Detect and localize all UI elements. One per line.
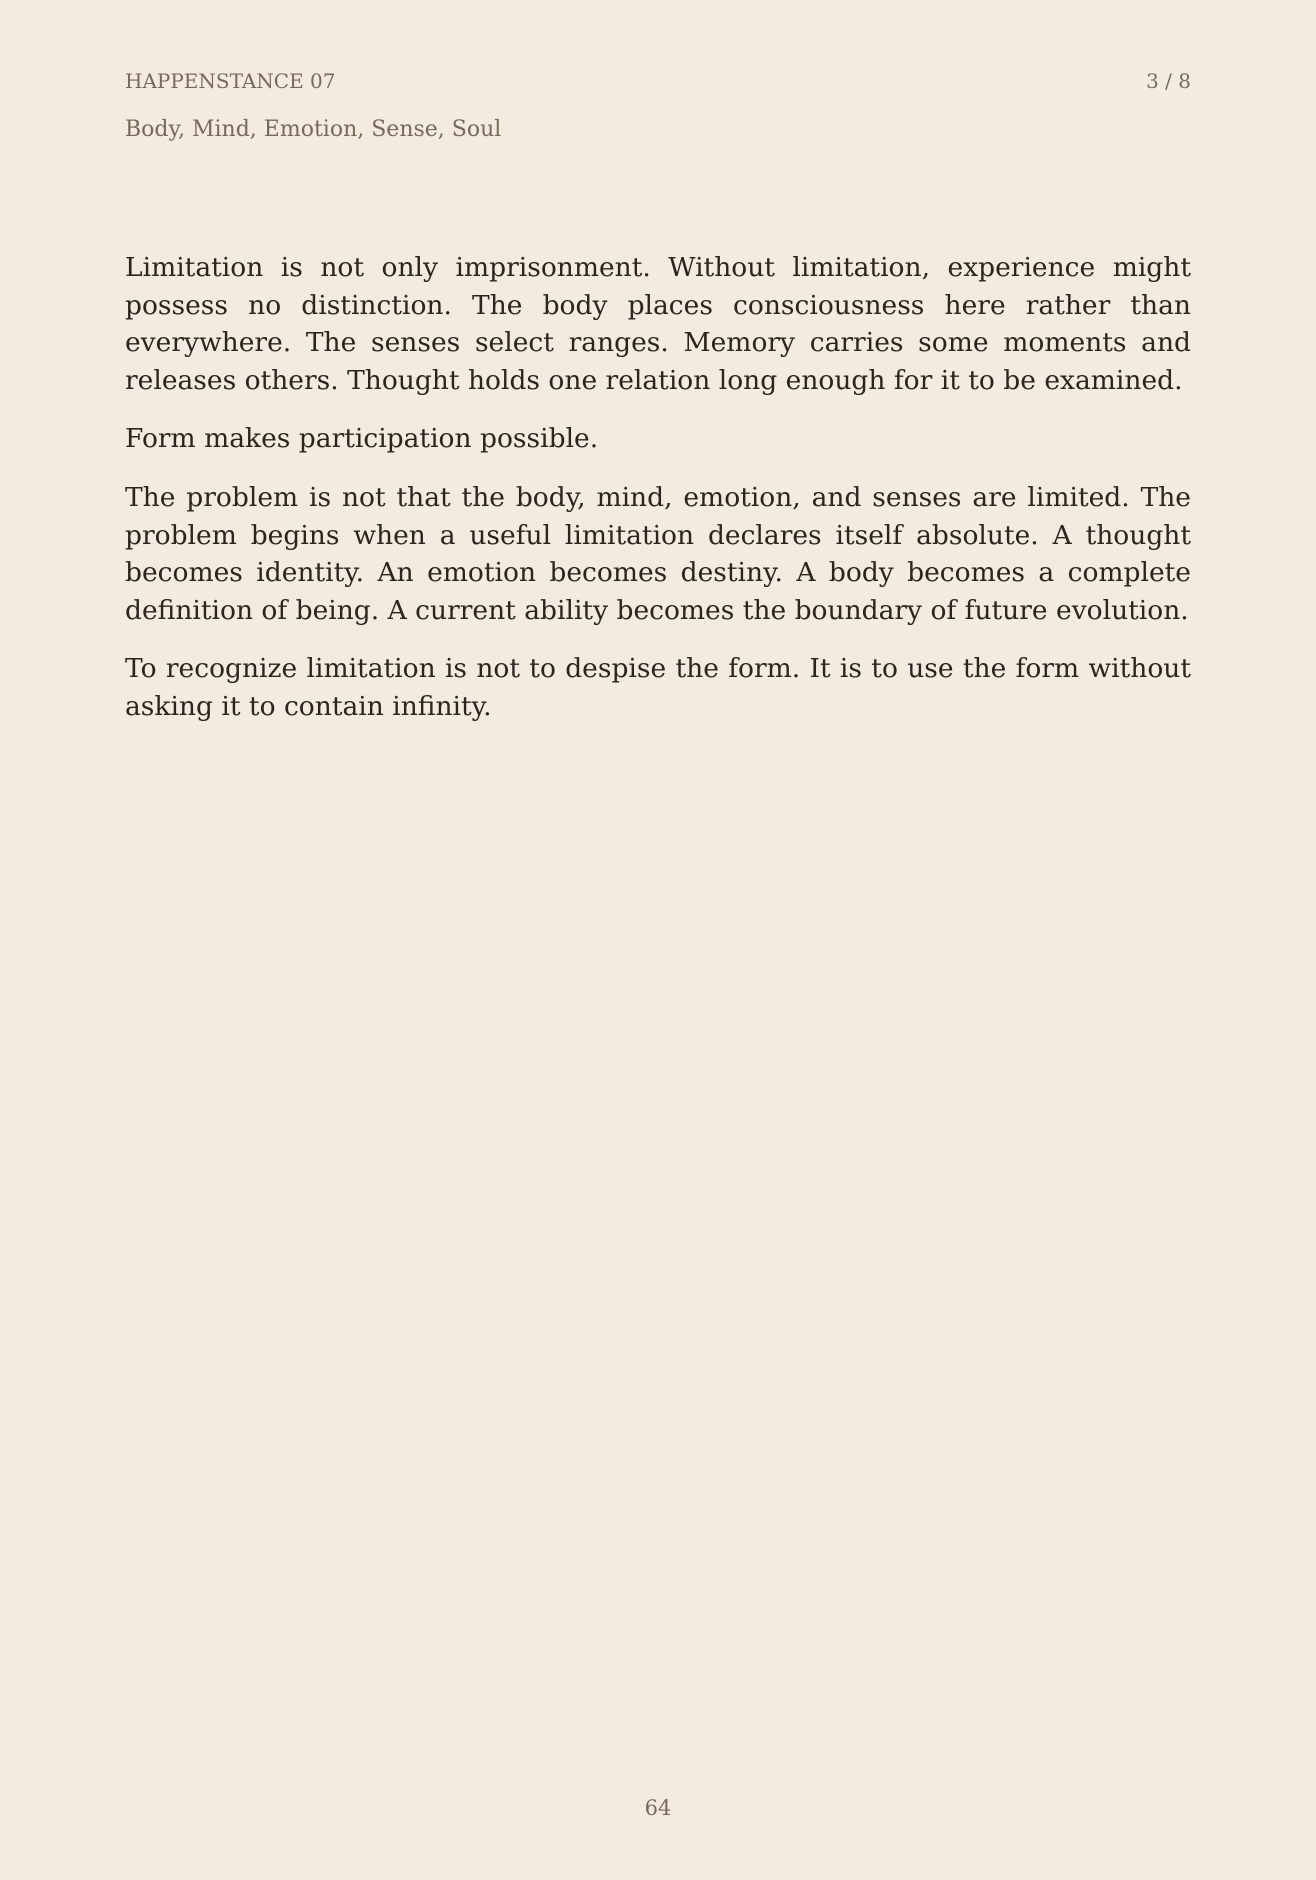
- paragraph-3: The problem is not that the body, mind, emotion, and senses are limited. The problem begins when a useful limitation declares itself absolute. A thought becomes identity. An emotion becomes destiny. A body becomes a complete definition of being. A current ability becomes the boundary of future evolution.: [125, 481, 1191, 626]
- page-position: 3 / 8: [1146, 69, 1191, 93]
- running-header: [125, 68, 1191, 94]
- body-text: [125, 249, 1191, 747]
- section-title: Body, Mind, Emotion, Sense, Soul: [125, 117, 502, 142]
- paragraph-2: Form makes participation possible.: [125, 423, 599, 455]
- paragraph-1: Limitation is not only imprisonment. Without limitation, experience might possess no distinction. The body places consciousness here rather than everywhere. The senses select ranges. Memory carries some moments and releases others. Thought holds one relation long enough for it to be examined.: [125, 252, 1191, 396]
- page-number: 64: [644, 1796, 672, 1820]
- paragraph-4: To recognize limitation is not to despise the form. It is to use the form without asking it to contain infinity.: [125, 653, 1191, 722]
- publication-title: HAPPENSTANCE 07: [125, 69, 336, 93]
